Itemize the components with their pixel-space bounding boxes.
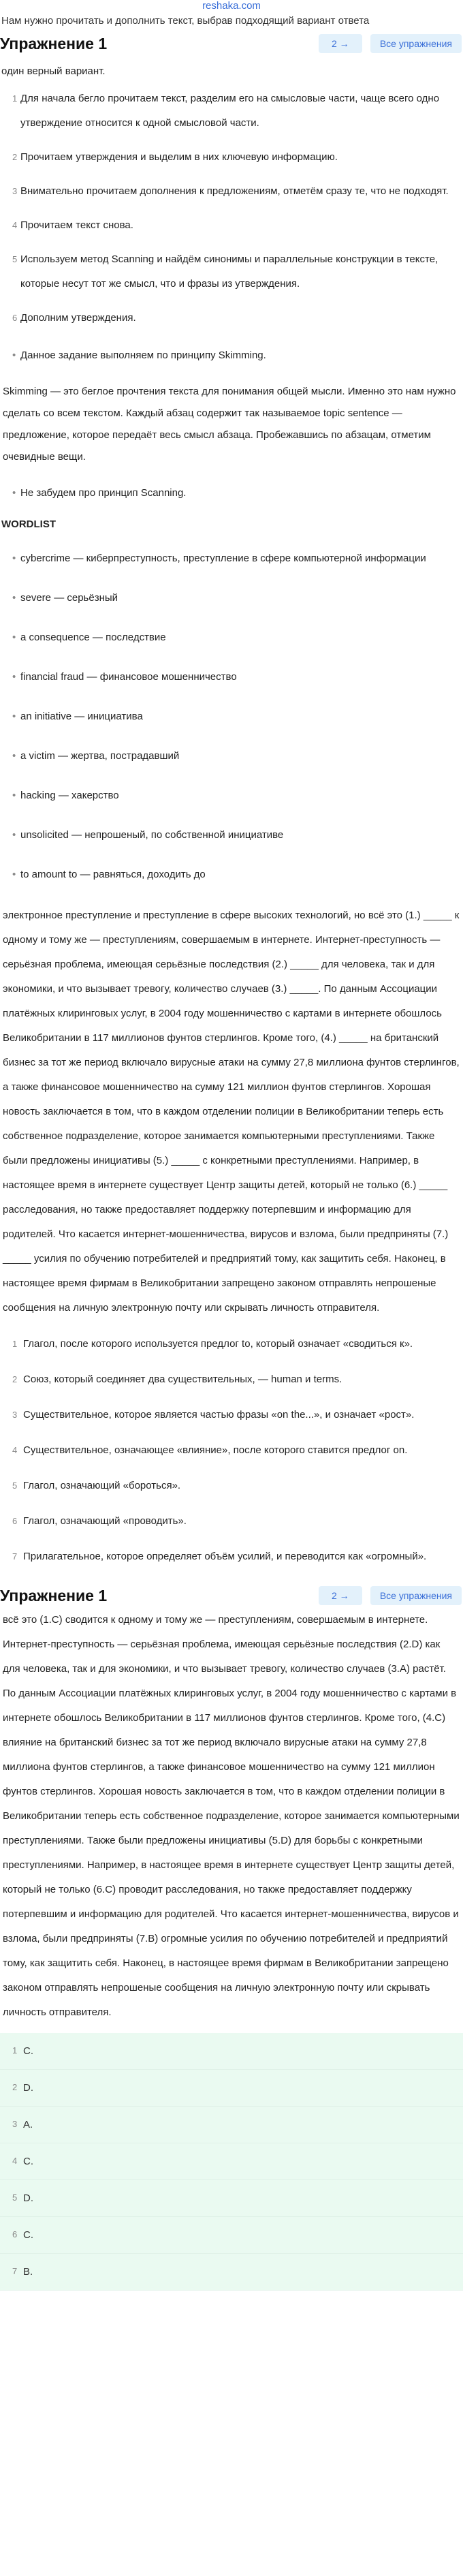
answer-value: D.: [23, 2192, 33, 2204]
step-number: 2: [12, 152, 18, 162]
subtitle: один верный вариант.: [1, 65, 106, 77]
steps-list: [0, 87, 463, 330]
step-item: [0, 179, 463, 204]
answer-row: [0, 2033, 463, 2070]
bullet-icon: •: [12, 750, 16, 762]
answer-number: 7: [12, 2266, 18, 2276]
step-number: 4: [12, 220, 18, 230]
question-text-item: Глагол, означающий «бороться».: [23, 1480, 181, 1491]
answer-value: B.: [23, 2266, 33, 2278]
question-number: 5: [12, 1480, 18, 1491]
question-text-item: Союз, который соединяет два существительных, — human и terms.: [23, 1374, 342, 1385]
wordlist-text: a consequence — последствие: [20, 632, 166, 643]
answer-value: C.: [23, 2045, 33, 2057]
next-page-button[interactable]: 2 →: [319, 34, 362, 53]
answer-row: [0, 2070, 463, 2107]
question-text-item: Существительное, означающее «влияние», после которого ставится предлог on.: [23, 1444, 408, 1456]
question-number: 6: [12, 1516, 18, 1526]
wordlist-item: [0, 548, 463, 570]
step-text: Используем метод Scanning и найдём синонимы и параллельные конструкции в тексте, которые несут тот же смысл, что и фразы из утверждения.: [20, 253, 438, 290]
exercise-controls: [319, 1586, 463, 1605]
question-text-item: Глагол, после которого используется предлог to, который означает «сводиться к».: [23, 1338, 413, 1350]
wordlist-text: unsolicited — непрошеный, по собственной инициативе: [20, 829, 284, 841]
bullet-icon: •: [12, 632, 16, 643]
bullet-icon: •: [12, 671, 16, 683]
bullet-icon: •: [12, 790, 16, 801]
skim-definition: Skimming — это беглое прочтения текста для понимания общей мысли. Именно это нам нужно сделать со всем текстом. Каждый абзац содержит так называемое topic sentence — предложение, которое передаёт весь смысл абзаца. Пробежавшись по абзацам, отметим очевидные вещи.: [3, 386, 456, 463]
answer-number: 3: [12, 2119, 18, 2129]
answer-row: [0, 2254, 463, 2291]
wordlist-item: [0, 785, 463, 807]
wordlist-text: cybercrime — киберпреступность, преступление в сфере компьютерной информации: [20, 553, 426, 564]
all-exercises-button[interactable]: Все упражнения: [370, 1586, 462, 1605]
step-number: 1: [12, 93, 18, 104]
answer-value: C.: [23, 2156, 33, 2167]
wordlist-item: [0, 666, 463, 688]
wordlist-text: severe — серьёзный: [20, 592, 118, 604]
answer-value: A.: [23, 2119, 33, 2130]
exercise-title: Упражнение 1: [0, 34, 108, 52]
step-item: [0, 247, 463, 296]
bullet-icon: •: [12, 829, 16, 841]
question-item: [0, 1368, 463, 1391]
intro-text: Нам нужно прочитать и дополнить текст, выбрав подходящий вариант ответа: [1, 15, 370, 27]
exercise-controls: [319, 34, 463, 53]
skim-note: Данное задание выполняем по принципу Skimming.: [20, 350, 266, 361]
answer-value: C.: [23, 2229, 33, 2241]
wordlist-text: an initiative — инициатива: [20, 711, 143, 722]
page: [0, 14, 463, 2291]
scan-note: Не забудем про принцип Scanning.: [20, 487, 187, 499]
question-text: электронное преступление и преступление в сфере высоких технологий, но всё это (1.) _____ к одному и тому же — преступлениям, совершаемым в интернете. Интернет-преступность — серьёзная проблема, имеющая серьёзные последствия (2.) _____ для человека, так и для экономики, и что вызывает тревогу, количество случаев (3.) _____. По данным Ассоциации платёжных клиринговых услуг, в 2004 году мошенничество с картами в интернете обошлось Великобритании в 117 миллионов фунтов стерлингов. Кроме того, (4.) _____ на британский бизнес за тот же период включало вирусные атаки на сумму 27,8 миллиона фунтов стерлингов, а также финансовое мошенничество на сумму 121 миллион фунтов стерлингов. Хорошая новость заключается в том, что в каждом отделении полиции в Великобритании теперь есть собственное подразделение, которое занимается компьютерными преступлениями. Также были предложены инициативы (5.) _____ с конкретными преступлениями. Например, в настоящее время в интернете существует Центр защиты детей, который не только (6.) _____ расследования, но также предоставляет поддержку потерпевшим и информацию для родителей. Что касается интернет-мошенничества, вирусов и взлома, были предприняты (7.) _____ усилия по обучению потребителей и предприятий тому, как защитить себя. Наконец, в настоящее время фирмам в Великобритании запрещено законом отправлять непрошеные сообщения на личную электронную почту или скрывать личность отправителя.: [3, 910, 460, 1314]
step-number: 6: [12, 313, 18, 323]
wordlist-item: [0, 864, 463, 886]
wordlist-text: financial fraud — финансовое мошенничество: [20, 671, 237, 683]
wordlist-text: to amount to — равняться, доходить до: [20, 869, 206, 880]
wordlist-item: [0, 627, 463, 649]
step-text: Прочитаем текст снова.: [20, 219, 133, 231]
answer-text: всё это (1.C) сводится к одному и тому же — преступлениям, совершаемым в интернете. Интернет-преступность — серьёзная проблема, имеющая серьёзные последствия (2.D) как для человека, так и для экономики, и что вызывает тревогу, количество случаев (3.A) растёт. По данным Ассоциации платёжных клиринговых услуг, в 2004 году мошенничество с картами в интернете обошлось Великобритании в 117 миллионов фунтов стерлингов. Кроме того, (4.C) влияние на британский бизнес за тот же период включало вирусные атаки на сумму 27,8 миллиона фунтов стерлингов, а также финансовое мошенничество на сумму 121 миллион фунтов стерлингов. Хорошая новость заключается в том, что в каждом отделении полиции в Великобритании теперь есть собственное подразделение, которое занимается компьютерными преступлениями. Также были предложены инициативы (5.D) для борьбы с конкретными преступлениями. Например, в настоящее время в интернете существует Центр защиты детей, который не только (6.C) проводит расследования, но также предоставляет поддержку потерпевшим и информацию для родителей. Что касается интернет-мошенничества, вирусов и взлома, были предприняты (7.B) огромные усилия по обучению потребителей и предприятий тому, как защитить себя. Наконец, в настоящее время фирмам в Великобритании запрещено законом отправлять непрошеные сообщения на личную электронную почту или скрывать личность отправителя.: [3, 1614, 460, 2018]
answer-number: 5: [12, 2192, 18, 2203]
question-item: [0, 1545, 463, 1568]
wordlist-item: [0, 706, 463, 728]
answer-row: [0, 2217, 463, 2254]
list-item: [0, 345, 463, 366]
answer-number: 2: [12, 2082, 18, 2092]
answer-row: [0, 2180, 463, 2217]
question-item: [0, 1403, 463, 1427]
step-number: 3: [12, 186, 18, 196]
wordlist-item: [0, 587, 463, 609]
wordlist-item: [0, 745, 463, 767]
step-text: Внимательно прочитаем дополнения к предложениям, отметём сразу те, что не подходят.: [20, 185, 449, 197]
bullet-icon: •: [12, 553, 16, 564]
bullet-icon: •: [12, 869, 16, 880]
step-item: [0, 145, 463, 170]
step-text: Прочитаем утверждения и выделим в них ключевую информацию.: [20, 151, 338, 163]
wordlist-title: WORDLIST: [1, 518, 56, 530]
question-text-item: Прилагательное, которое определяет объём усилий, и переводится как «огромный».: [23, 1551, 427, 1562]
step-text: Дополним утверждения.: [20, 312, 136, 324]
question-item: [0, 1333, 463, 1356]
questions-list: [0, 1333, 463, 1568]
question-text-item: Существительное, которое является частью фразы «on the...», и означает «рост».: [23, 1409, 415, 1421]
exercise-header: [0, 29, 463, 56]
list-item: [0, 483, 463, 503]
answer-value: D.: [23, 2082, 33, 2094]
exercise-title: Упражнение 1: [0, 1586, 108, 1604]
answer-row: [0, 2107, 463, 2143]
step-text: Для начала бегло прочитаем текст, разделим его на смысловые части, чаще всего одно утверждение относится к одной смысловой части.: [20, 93, 440, 129]
question-number: 3: [12, 1410, 18, 1420]
answer-number: 4: [12, 2156, 18, 2166]
exercise-header-repeat: [0, 1581, 463, 1608]
step-item: [0, 306, 463, 330]
bullet-icon: •: [12, 592, 16, 604]
bullet-icon: •: [12, 711, 16, 722]
question-number: 4: [12, 1445, 18, 1455]
wordlist-text: hacking — хакерство: [20, 790, 119, 801]
answer-row: [0, 2143, 463, 2180]
site-header[interactable]: reshaka.com: [202, 0, 261, 12]
skim-list: [0, 345, 463, 366]
scan-list: [0, 483, 463, 503]
next-page-button[interactable]: 2 →: [319, 1586, 362, 1605]
answers-list: [0, 2033, 463, 2291]
wordlist-item: [0, 824, 463, 846]
bullet-icon: •: [12, 350, 16, 361]
question-number: 7: [12, 1551, 18, 1562]
all-exercises-button[interactable]: Все упражнения: [370, 34, 462, 53]
answer-number: 6: [12, 2229, 18, 2239]
question-text-item: Глагол, означающий «проводить».: [23, 1515, 187, 1527]
question-number: 2: [12, 1374, 18, 1384]
step-item: [0, 87, 463, 136]
wordlist: [0, 548, 463, 886]
question-number: 1: [12, 1339, 18, 1349]
step-number: 5: [12, 254, 18, 264]
bullet-icon: •: [12, 487, 16, 499]
answer-number: 1: [12, 2045, 18, 2055]
question-item: [0, 1510, 463, 1533]
question-item: [0, 1439, 463, 1462]
question-item: [0, 1474, 463, 1498]
step-item: [0, 213, 463, 238]
wordlist-text: a victim — жертва, пострадавший: [20, 750, 180, 762]
